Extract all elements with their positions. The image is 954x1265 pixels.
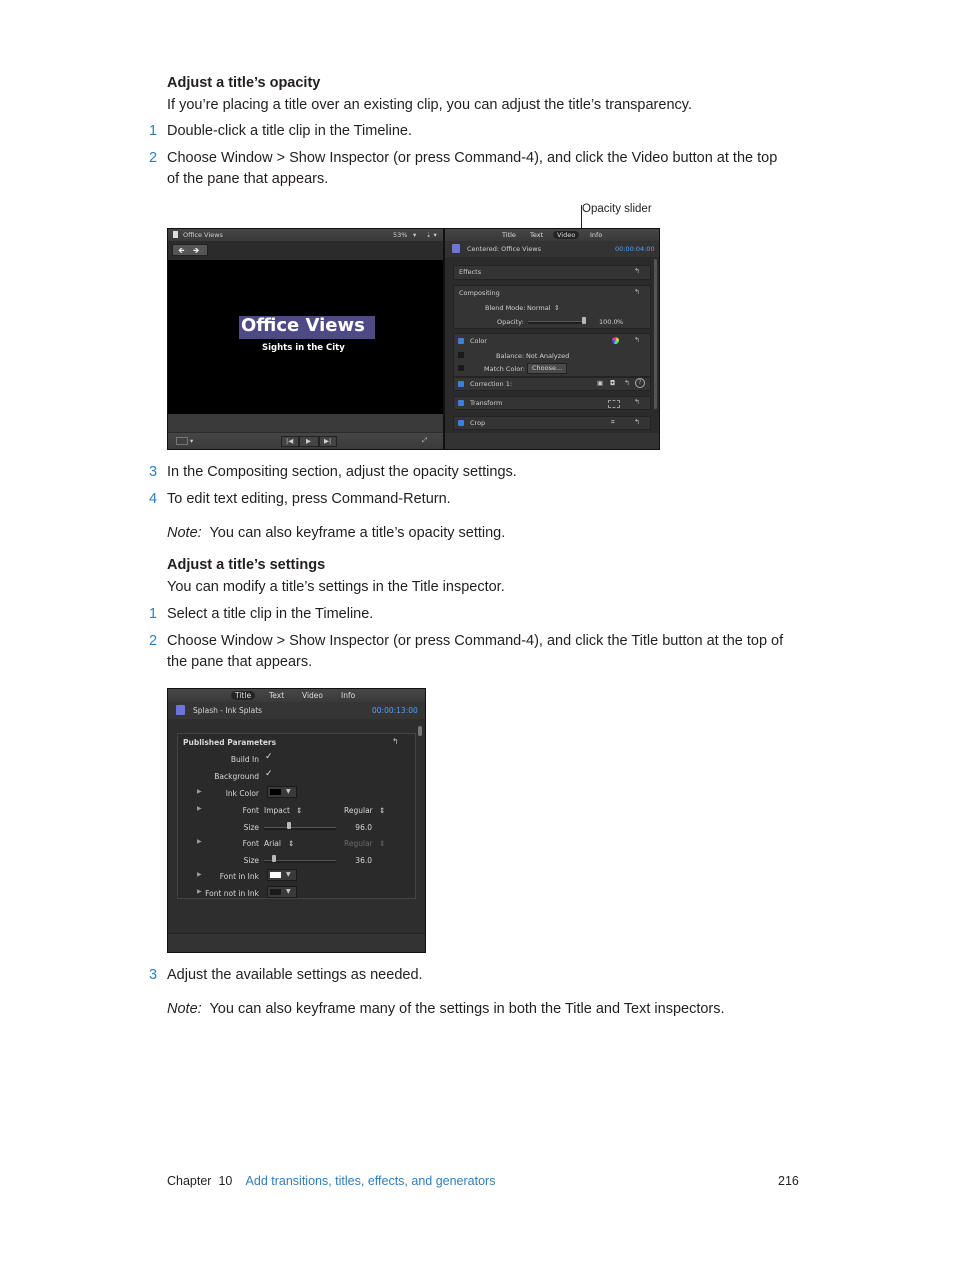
viewer-filler — [168, 414, 443, 432]
inspector-clip-name: Centered: Office Views — [467, 245, 541, 253]
background-label: Background — [214, 772, 259, 781]
chapter-label: Chapter — [167, 1174, 212, 1188]
match-color-label: Match Color: — [484, 365, 525, 373]
effects-label: Effects — [459, 268, 482, 276]
correction-label: Correction 1: — [470, 380, 513, 388]
color-swatch — [270, 872, 281, 878]
font2-style-popup[interactable]: Regular — [344, 839, 373, 848]
step-number: 2 — [149, 633, 158, 649]
note-label: Note: — [167, 525, 202, 541]
effects-section[interactable] — [453, 265, 651, 280]
play-button[interactable] — [299, 436, 319, 447]
next-frame-button[interactable] — [319, 436, 337, 447]
enable-checkbox[interactable] — [458, 352, 464, 358]
help-icon[interactable]: ? — [635, 378, 645, 388]
inspector-tabbar — [445, 229, 659, 241]
previous-frame-button[interactable] — [281, 436, 299, 447]
correction-row[interactable] — [453, 377, 651, 391]
view-options-icon[interactable]: ⇣ ▾ — [426, 231, 437, 239]
zoom-level[interactable]: 53% — [393, 231, 408, 239]
reset-icon[interactable]: ↰ — [634, 288, 640, 296]
font1-label: Font — [242, 806, 259, 815]
tab-video[interactable]: Video — [553, 231, 579, 239]
disclosure-triangle-icon[interactable]: ▶ — [197, 871, 202, 878]
crop-label: Crop — [470, 419, 486, 427]
inspector-footer — [445, 433, 659, 449]
section1-heading: Adjust a title’s opacity — [167, 75, 321, 91]
transform-menu-icon[interactable] — [176, 437, 188, 445]
font1-family-popup[interactable]: Impact — [264, 806, 290, 815]
color-label: Color — [470, 337, 487, 345]
font-not-in-ink-label: Font not in Ink — [205, 889, 259, 898]
opacity-unit: % — [617, 318, 624, 326]
disclosure-triangle-icon[interactable]: ▶ — [197, 805, 202, 812]
zoom-chevron-icon[interactable]: ▾ — [413, 231, 417, 239]
color-section — [453, 333, 651, 377]
step-text: In the Compositing section, adjust the opacity settings. — [167, 464, 517, 480]
step-text: Adjust the available settings as needed. — [167, 967, 423, 983]
chevron-down-icon: ▼ — [286, 788, 291, 795]
balance-label: Balance: — [496, 352, 525, 360]
inspector-clip-name: Splash - Ink Splats — [193, 706, 263, 715]
step-text-continued: the pane that appears. — [167, 654, 313, 670]
popup-arrows-icon[interactable]: ⇕ — [288, 839, 295, 848]
reset-icon[interactable]: ↰ — [624, 379, 630, 387]
chevron-down-icon[interactable]: ▾ — [190, 437, 194, 445]
opacity-label: Opacity: — [497, 318, 524, 326]
section1-intro: If you’re placing a title over an existing clip, you can adjust the title’s transparency. — [167, 97, 692, 113]
reset-icon[interactable]: ↰ — [634, 336, 640, 344]
enable-checkbox[interactable] — [458, 400, 464, 406]
background-checkbox[interactable]: ✓ — [265, 769, 273, 779]
compositing-label: Compositing — [459, 289, 500, 297]
color-swatch — [270, 889, 281, 895]
step-text: Select a title clip in the Timeline. — [167, 606, 374, 622]
transform-section[interactable] — [453, 396, 651, 410]
published-parameters-section — [177, 733, 416, 899]
title-main: Office Views — [241, 315, 365, 336]
title-sub: Sights in the City — [262, 343, 345, 353]
chevron-down-icon: ▼ — [286, 871, 291, 878]
blend-mode-label: Blend Mode: — [485, 304, 526, 312]
size1-value[interactable]: 96.0 — [355, 823, 372, 832]
reset-icon[interactable]: ↰ — [634, 267, 640, 275]
section2-heading: Adjust a title’s settings — [167, 557, 326, 573]
enable-checkbox[interactable] — [458, 338, 464, 344]
save-preset-icon[interactable]: ▣ — [597, 379, 604, 387]
ink-color-well[interactable] — [267, 786, 297, 798]
viewer-controls — [168, 433, 443, 449]
enable-checkbox[interactable] — [458, 381, 464, 387]
tab-info[interactable]: Info — [341, 691, 356, 700]
reset-icon[interactable]: ↰ — [634, 398, 640, 406]
history-nav[interactable] — [172, 244, 208, 256]
tab-text[interactable]: Text — [269, 691, 285, 700]
inspector-header — [445, 241, 659, 257]
title-inspector-screenshot — [167, 688, 426, 953]
step-text: To edit text editing, press Command-Return. — [167, 491, 451, 507]
disclosure-triangle-icon[interactable]: ▶ — [197, 838, 202, 845]
font2-label: Font — [242, 839, 259, 848]
camera-icon[interactable]: ◘ — [610, 379, 616, 387]
title-clip-icon — [176, 705, 185, 715]
step-number: 1 — [149, 123, 158, 139]
step-number: 4 — [149, 491, 158, 507]
inspector-tabbar — [168, 689, 425, 702]
section-title: Published Parameters — [183, 738, 277, 747]
opacity-value[interactable]: 100.0 — [599, 318, 618, 326]
crop-icon[interactable]: ⌗ — [611, 418, 615, 426]
blend-mode-popup[interactable]: Normal — [527, 304, 551, 312]
size1-slider-knob[interactable] — [287, 822, 291, 829]
inspector-scrollbar[interactable] — [418, 726, 422, 736]
step-text: Double-click a title clip in the Timeline. — [167, 123, 412, 139]
note-text: You can also keyframe a title’s opacity setting. — [209, 525, 506, 541]
inspector-timecode: 00:00:04:00 — [615, 245, 655, 253]
size2-slider-knob[interactable] — [272, 855, 276, 862]
step-number: 2 — [149, 150, 158, 166]
step-number: 3 — [149, 967, 158, 983]
font-in-ink-label: Font in Ink — [219, 872, 259, 881]
disclosure-triangle-icon[interactable]: ▶ — [197, 888, 202, 895]
build-in-label: Build In — [230, 755, 259, 764]
note — [167, 523, 505, 544]
inspector-timecode: 00:00:13:00 — [372, 706, 418, 715]
tab-text[interactable]: Text — [530, 231, 544, 239]
transform-label: Transform — [470, 399, 503, 407]
document-icon — [173, 231, 178, 238]
video-inspector-screenshot — [167, 228, 660, 450]
note-label: Note: — [167, 1001, 202, 1017]
note-text: You can also keyframe many of the settings in both the Title and Text inspectors. — [209, 1001, 725, 1017]
balance-value: Not Analyzed — [526, 352, 570, 360]
step-number: 1 — [149, 606, 158, 622]
popup-arrows-icon[interactable]: ⇕ — [379, 806, 386, 815]
viewer-titlebar — [168, 229, 443, 241]
tab-info[interactable]: Info — [590, 231, 603, 239]
chapter-number: 10 — [218, 1174, 233, 1188]
page-number: 216 — [778, 1174, 799, 1188]
footer-chapter — [167, 1174, 495, 1188]
opacity-slider-callout: Opacity slider — [582, 203, 652, 215]
enable-checkbox[interactable] — [458, 365, 464, 371]
enable-checkbox[interactable] — [458, 420, 464, 426]
inspector-scrollbar[interactable] — [654, 259, 657, 409]
ink-color-label: Ink Color — [225, 789, 259, 798]
disclosure-triangle-icon[interactable]: ▶ — [197, 788, 202, 795]
step-text-continued: of the pane that appears. — [167, 171, 329, 187]
font1-style-popup[interactable]: Regular — [344, 806, 373, 815]
viewer-canvas — [168, 260, 443, 414]
tab-title[interactable]: Title — [502, 231, 516, 239]
opacity-slider-knob[interactable] — [582, 317, 586, 324]
step-number: 3 — [149, 464, 158, 480]
reset-icon[interactable]: ↰ — [634, 418, 640, 426]
font-not-in-ink-color-well[interactable] — [267, 886, 297, 898]
step-text: Choose Window > Show Inspector (or press Command-4), and click the Title button at the top of — [167, 633, 784, 649]
color-swatch — [270, 789, 281, 795]
inspector-footer — [168, 933, 425, 953]
note — [167, 999, 725, 1020]
skip-forward-icon: ▶| — [324, 437, 332, 445]
size2-label: Size — [243, 856, 259, 865]
chapter-title-link[interactable]: Add transitions, titles, effects, and generators — [245, 1174, 496, 1188]
compositing-section — [453, 285, 651, 329]
tab-video[interactable]: Video — [302, 691, 324, 700]
opacity-slider[interactable] — [528, 321, 586, 324]
popup-arrows-icon[interactable]: ⇕ — [554, 304, 560, 312]
transform-onscreen-icon[interactable] — [608, 400, 620, 408]
viewer-clip-name: Office Views — [183, 231, 223, 239]
color-board-icon[interactable] — [612, 337, 619, 344]
back-arrow-icon[interactable]: 🡸 — [178, 246, 185, 255]
match-color-choose-button[interactable]: Choose... — [527, 363, 567, 374]
size1-slider[interactable] — [264, 827, 336, 830]
title-clip-icon — [452, 244, 460, 253]
crop-section[interactable] — [453, 416, 651, 430]
chevron-down-icon: ▼ — [286, 888, 291, 895]
play-icon: ▶ — [306, 437, 311, 445]
popup-arrows-icon[interactable]: ⇕ — [379, 839, 386, 848]
pane-divider — [443, 229, 445, 449]
tab-title[interactable]: Title — [231, 691, 255, 700]
section2-intro: You can modify a title’s settings in the Title inspector. — [167, 579, 505, 595]
font2-family-popup[interactable]: Arial — [264, 839, 281, 848]
build-in-checkbox[interactable]: ✓ — [265, 752, 273, 762]
font-in-ink-color-well[interactable] — [267, 869, 297, 881]
reset-icon[interactable]: ↰ — [392, 737, 399, 746]
inspector-header — [168, 702, 425, 719]
step-text: Choose Window > Show Inspector (or press Command-4), and click the Video button at the top — [167, 150, 778, 166]
fullscreen-icon[interactable]: ⤢ — [422, 436, 428, 444]
size1-label: Size — [243, 823, 259, 832]
popup-arrows-icon[interactable]: ⇕ — [296, 806, 303, 815]
forward-arrow-icon[interactable]: 🡺 — [193, 246, 200, 255]
size2-value[interactable]: 36.0 — [355, 856, 372, 865]
skip-back-icon: |◀ — [286, 437, 294, 445]
